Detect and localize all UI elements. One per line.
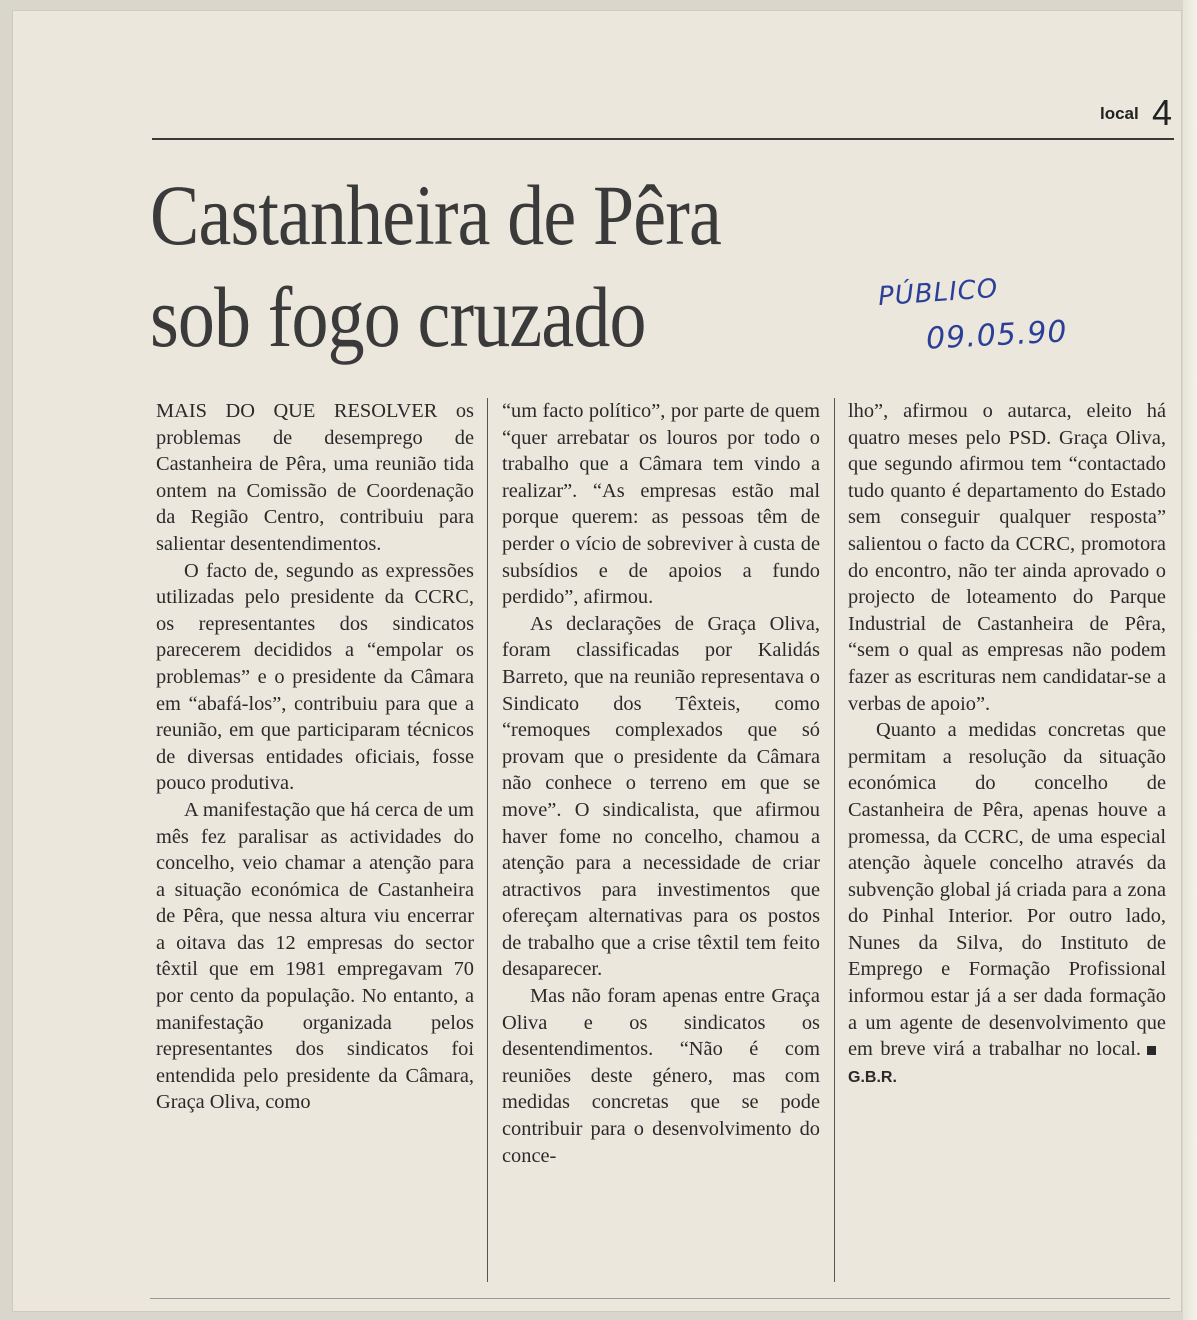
handwritten-source: PÚBLICO: [877, 273, 1000, 313]
end-mark-icon: [1147, 1046, 1156, 1055]
paragraph: Mas não foram apenas entre Graça Oliva e os sindicatos os desentendimentos. “Não é com reuniões deste género, mas com medidas concretas que se pode contribuir para o desenvolvimento do conce-: [502, 985, 820, 1167]
paragraph-final: [848, 717, 1166, 1091]
headline: [150, 164, 804, 368]
byline: G.B.R.: [848, 1068, 897, 1086]
handwritten-date: 09.05.90: [925, 314, 1069, 357]
paragraph: “um facto político”, por parte de quem “quer arrebatar os louros por todo o trabalho que a Câmara tem vindo a realizar”. “As empresas estão mal porque querem: as pessoas têm de perder o vício de sobreviver à custa de subsídios e de apoios a fundo perdido”, afirmou.: [502, 400, 820, 609]
column-rule: [487, 398, 488, 1282]
paragraph: MAIS DO QUE RESOLVER os problemas de desemprego de Castanheira de Pêra, uma reunião tida ontem na Comissão de Coordenação da Região Centro, contribuiu para salientar desentendimentos.: [156, 400, 474, 555]
section-label: local: [1100, 104, 1139, 123]
page-number: 4: [1152, 92, 1173, 133]
paragraph: lho”, afirmou o autarca, eleito há quatro meses pelo PSD. Graça Oliva, que segundo afirmou tem “contactado tudo quanto é departamento do Estado sem conseguir qualquer resposta” salientou o facto da CCRC, promotora do encontro, não ter ainda aprovado o projecto de loteamento do Parque Industrial de Castanheira de Pêra, “sem o qual as empresas não podem fazer as escrituras nem candidatar-se a verbas de apoio”.: [848, 400, 1166, 715]
paragraph: A manifestação que há cerca de um mês fez paralisar as actividades do concelho, veio chamar a atenção para a situação económica de Castanheira de Pêra, que nessa altura viu encerrar a oitava das 12 empresas do sector têxtil que em 1981 empregavam 70 por cento da população. No entanto, a manifestação organizada pelos representantes dos sindicatos foi entendida pelo presidente da Câmara, Graça Oliva, como: [156, 798, 474, 1114]
article-column-1: [156, 398, 474, 1116]
header-rule: [152, 138, 1174, 140]
paragraph: O facto de, segundo as expressões utilizadas pelo presidente da CCRC, os representantes dos sindicatos parecerem decididos a “empolar os problemas” e o presidente da Câmara em “abafá-los”, contribuiu para que a reunião, em que participaram técnicos de diversas entidades oficiais, fosse pouco produtiva.: [156, 559, 474, 795]
paper-edge: [1183, 0, 1197, 1320]
article-column-2: [502, 398, 820, 1169]
headline-line-1: Castanheira de Pêra: [150, 167, 721, 263]
paragraph-text: Quanto a medidas concretas que permitam a resolução da situação económica do concelho de Castanheira de Pêra, apenas houve a promessa, da CCRC, de uma especial atenção àquele concelho através da subvenção global já criada para a zona do Pinhal Interior. Por outro lado, Nunes da Silva, do Instituto de Emprego e Formação Profissional informou estar já a ser dada formação a um agente de desenvolvimento que em breve virá a trabalhar no local.: [848, 719, 1166, 1061]
bottom-rule: [150, 1298, 1170, 1299]
headline-line-2: sob fogo cruzado: [150, 269, 646, 365]
handwritten-annotation: [872, 273, 1092, 368]
paragraph: As declarações de Graça Oliva, foram classificadas por Kalidás Barreto, que na reunião representava o Sindicato dos Têxteis, como “remoques complexados que só provam que o presidente da Câmara não conhece o terreno em que se move”. O sindicalista, que afirmou haver fome no concelho, chamou a atenção para a necessidade de criar atractivos para investimentos que ofereçam alternativas para os postos de trabalho que a crise têxtil tem feito desaparecer.: [502, 612, 820, 981]
column-rule: [834, 398, 835, 1282]
article-column-3: [848, 398, 1166, 1091]
